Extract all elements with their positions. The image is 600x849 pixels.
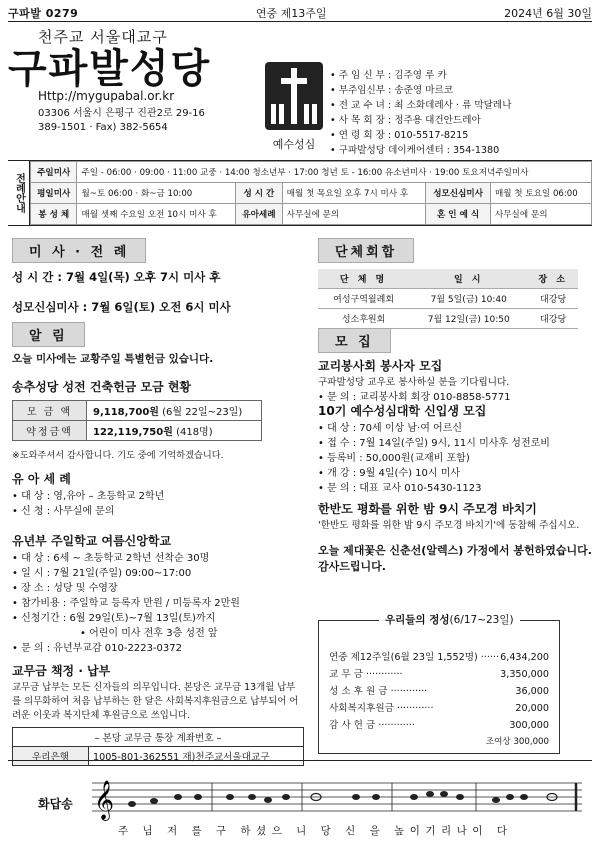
fund-value: 122,119,750원 (418명) xyxy=(87,421,262,441)
section-title: 알 림 xyxy=(12,322,85,347)
liturgical-week: 연중 제13주일 xyxy=(255,6,327,20)
responsorial-psalm xyxy=(8,760,592,844)
schedule-side-label: 전례안내 xyxy=(8,161,30,225)
staff-list xyxy=(330,68,592,158)
column-header: 일 시 xyxy=(409,269,528,289)
svg-text:𝄞: 𝄞 xyxy=(94,780,115,820)
schedule-text: 사무실에 문의 xyxy=(282,204,426,225)
school-list xyxy=(318,421,592,496)
fund-key: 모 금 액 xyxy=(13,401,87,421)
staff-item: • 전 교 수 녀 : 최 소화데레사 · 류 막달레나 xyxy=(330,98,592,113)
altar-flowers-notice: 오늘 제대꽃은 신춘선(알렉스) 가정에서 봉헌하였습니다. 감사드립니다. xyxy=(318,544,592,573)
schedule-text: 매월 셋째 수요일 오전 10시 미사 후 xyxy=(77,204,236,225)
fund-title: 송추성당 성전 건축헌금 모금 현황 xyxy=(12,380,192,394)
camp-list xyxy=(12,551,304,656)
logo-caption: 예수성심 xyxy=(272,138,316,151)
list-item: • 문 의 : 유년부교감 010-2223-0372 xyxy=(12,641,304,656)
hymn-label: 화답송 xyxy=(38,797,73,811)
offering-note: 조여상 300,000 xyxy=(485,737,549,747)
schedule-text: 매월 첫 토요일 06:00 xyxy=(490,183,591,204)
notice-section xyxy=(12,322,304,366)
volunteer-title: 교리봉사회 봉사자 모집 xyxy=(318,359,443,373)
building-fund xyxy=(12,378,304,461)
list-item: • 개 강 : 9월 4일(수) 10시 미사 xyxy=(318,466,592,481)
sacred-heart-school xyxy=(318,402,592,496)
masthead-bar xyxy=(8,6,592,22)
schedule-label: 봉 성 체 xyxy=(31,204,77,225)
sacred-heart-logo xyxy=(258,62,330,156)
school-title: 10기 예수성심대학 신입생 모집 xyxy=(318,404,487,418)
section-title: 단체회합 xyxy=(318,238,414,263)
infant-baptism xyxy=(12,470,304,519)
marian-text: : 7월 6일(토) 오전 6시 미사 xyxy=(82,300,231,314)
offering-row: 교 무 금 ············ 3,350,000 xyxy=(329,669,549,680)
groups-section xyxy=(318,238,592,329)
schedule-text: 주일 - 06:00 · 09:00 · 11:00 교중 · 14:00 청소년부 · 17:00 청년 토 - 16:00 유소년미사 · 19:00 토요저녁주일미사 xyxy=(77,162,592,183)
schedule-text: 매월 첫 목요일 오후 7시 미사 후 xyxy=(282,183,426,204)
list-item: • 문 의 : 교리봉사회 회장 010-8858-5771 xyxy=(318,390,592,405)
recruit-section xyxy=(318,328,592,405)
offering-row: 성 소 후 원 금 ············ 36,000 xyxy=(329,686,549,697)
list-item: • 신청기간 : 6월 29일(토)~7월 13일(토)까지 xyxy=(12,611,304,626)
bank-header: – 본당 교무금 통장 계좌번호 – xyxy=(13,728,304,747)
phone-line: 389-1501 · Fax) 382-5654 xyxy=(38,122,168,133)
baptism-list xyxy=(12,489,304,519)
hymn-lyrics: 주 님 저 를 구 하셨으 니 당 신 을 높이기리나이 다 xyxy=(118,825,513,837)
camp-sub-line: • 어린이 미사 전후 3층 성전 앞 xyxy=(12,626,304,641)
holy-hour-label: 성 시 간 xyxy=(12,270,54,284)
summer-camp xyxy=(12,532,304,656)
fund-table xyxy=(12,400,262,441)
holy-hour-line xyxy=(12,269,304,285)
tithe-title: 교무금 책정 · 납부 xyxy=(12,664,111,678)
liturgy-schedule xyxy=(8,160,592,226)
mass-section xyxy=(12,238,304,315)
staff-item: • 구파발성당 데이케어센터 : 354-1380 xyxy=(330,143,592,158)
schedule-label: 주일미사 xyxy=(31,162,77,183)
table-row: 여성구역월례회 7월 5일(금) 10:40 대강당 xyxy=(318,289,578,309)
offering-rows xyxy=(319,621,559,751)
groups-table xyxy=(318,269,578,329)
offering-title: 우리들의 정성(6/17~23일) xyxy=(379,612,520,627)
staff-item: • 사 목 회 장 : 정주용 대건안드레아 xyxy=(330,113,592,128)
staff-item: • 주 임 신 부 : 김주영 루 카 xyxy=(330,68,592,83)
list-item: • 문 의 : 대표 교사 010-5430-1123 xyxy=(318,481,592,496)
parish-brand xyxy=(8,26,270,135)
column-header: 장 소 xyxy=(528,269,578,289)
fund-key: 약정금액 xyxy=(13,421,87,441)
pope-day-notice: 오늘 미사에는 교황주일 특별헌금 있습니다. xyxy=(12,353,214,365)
bank-name: 우리은행 xyxy=(13,747,89,766)
diocese-name: 천주교 서울대교구 xyxy=(38,28,168,46)
list-item: • 참가비용 : 주일학교 등록자 만원 / 미등록자 2만원 xyxy=(12,596,304,611)
list-item: • 등록비 : 50,000원(교재비 포함) xyxy=(318,451,592,466)
parish-name: 구파발성당 xyxy=(8,46,212,92)
church-cross-icon xyxy=(265,62,323,130)
marian-label: 성모신심미사 xyxy=(12,300,79,314)
baptism-title: 유 아 세 례 xyxy=(12,472,71,486)
staff-item: • 연 령 회 장 : 010-5517-8215 xyxy=(330,128,592,143)
issue-number: 구파발 0279 xyxy=(8,6,79,20)
parish-url[interactable]: Http://mygupabal.or.kr xyxy=(38,89,175,103)
peace-title: 한반도 평화를 위한 밤 9시 주모경 바치기 xyxy=(318,502,537,516)
fund-value: 9,118,700원 (6월 22일~23일) xyxy=(87,401,262,421)
section-title: 미 사 · 전 례 xyxy=(12,238,146,263)
schedule-text: 사무실에 문의 xyxy=(490,204,591,225)
bank-account: 1005-801-362551 재)천주교서울대교구 xyxy=(89,747,304,766)
offering-row: 사회복지후원금 ············ 20,000 xyxy=(329,703,549,714)
offering-row: 감 사 헌 금 ············ 300,000 xyxy=(329,720,549,731)
peace-prayer xyxy=(318,500,592,575)
volunteer-text: 구파발성당 교우로 봉사하실 분을 기다립니다. xyxy=(318,377,510,388)
marian-mass-line xyxy=(12,299,304,315)
column-header: 단 체 명 xyxy=(318,269,409,289)
tithe-text: 교무금 납부는 모든 신자들의 의무입니다. 본당은 교무금 13개월 납부를 의무화하여 처음 납부하는 한 달은 사회복지후원금으로 납부되어 어려운 이웃과 복지단체 후원금으로 쓰입니다. xyxy=(12,682,299,721)
schedule-label: 유아세례 xyxy=(236,204,282,225)
section-title: 모 집 xyxy=(318,328,391,353)
schedule-label: 평일미사 xyxy=(31,183,77,204)
list-item: • 대 상 : 6세 ~ 초등학교 2학년 선착순 30명 xyxy=(12,551,304,566)
schedule-label: 혼 인 예 식 xyxy=(426,204,491,225)
offering-box xyxy=(318,614,560,754)
schedule-label: 성모신심미사 xyxy=(426,183,491,204)
fund-thanks: ※도와주셔서 감사합니다. 기도 중에 기억하겠습니다. xyxy=(12,450,224,461)
staff-item: • 부주임신부 : 송준영 마르코 xyxy=(330,83,592,98)
issue-date: 2024년 6월 30일 xyxy=(504,6,592,20)
music-staff-icon xyxy=(92,771,582,821)
peace-text: '한반도 평화를 위한 밤 9시 주모경 바치기'에 동참해 주십시오. xyxy=(318,520,580,531)
list-item: • 신 청 : 사무실에 문의 xyxy=(12,504,304,519)
tithe-section xyxy=(12,662,304,766)
camp-title: 유년부 주일학교 여름신앙학교 xyxy=(12,534,172,548)
schedule-table xyxy=(30,161,592,225)
list-item: • 대 상 : 영,유아 – 초등학교 2학년 xyxy=(12,489,304,504)
address-line: 03306 서울시 은평구 진관2로 29-16 xyxy=(38,108,205,119)
list-item: • 접 수 : 7월 14일(주일) 9시, 11시 미사후 성전로비 xyxy=(318,436,592,451)
schedule-text: 월~토 06:00 · 화~금 10:00 xyxy=(77,183,236,204)
list-item: • 대 상 : 70세 이상 남·여 어르신 xyxy=(318,421,592,436)
table-row: 성소후원회 7월 12일(금) 10:50 대강당 xyxy=(318,309,578,329)
list-item: • 장 소 : 성당 및 수영장 xyxy=(12,581,304,596)
list-item: • 일 시 : 7월 21일(주일) 09:00~17:00 xyxy=(12,566,304,581)
parish-address xyxy=(8,107,270,135)
offering-row: 연중 제12주일(6월 23일 1,552명) ······ 6,434,200 xyxy=(329,652,549,663)
schedule-label: 성 시 간 xyxy=(236,183,282,204)
holy-hour-text: : 7월 4일(목) 오후 7시 미사 후 xyxy=(57,270,221,284)
